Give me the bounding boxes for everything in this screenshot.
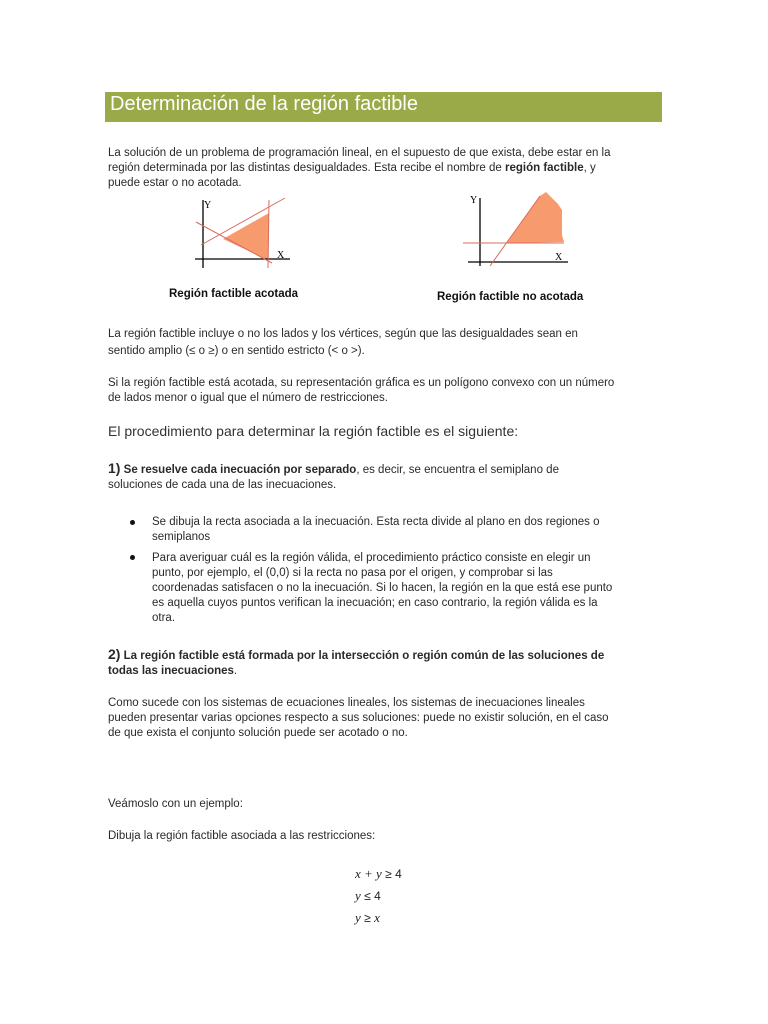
paragraph-line: de lados menor o igual que el número de restricciones. [108,392,388,404]
page-title: Determinación de la región factible [110,93,418,115]
intro-paragraph [108,146,668,191]
step-number: 2) [108,646,121,662]
step-2-bold: La región factible está formada por la intersección o región común de las soluciones de [120,650,605,662]
bullet-line: otra. [152,612,176,624]
paragraph-line: sentido amplio (≤ o ≥) o en sentido estricto (< o >). [108,345,365,357]
procedure-heading: El procedimiento para determinar la región factible es el siguiente: [108,423,519,439]
step-number: 1) [108,460,121,476]
step-1-bold: Se resuelve cada inecuación por separado [120,464,357,476]
step-1 [108,461,668,493]
example-task: Dibuja la región factible asociada a las restricciones: [108,830,376,842]
paragraph-line: Si la región factible está acotada, su representación gráfica es un polígono convexo con un número [108,377,615,389]
constraint: y ≤ 4 [355,888,381,903]
constraint: y ≥ x [355,910,380,925]
example-intro: Veámoslo con un ejemplo: [108,798,243,810]
intro-line-1: La solución de un problema de programación lineal, en el supuesto de que exista, debe estar en la [108,147,611,159]
bullet-item [152,551,672,626]
constraint: x + y ≥ 4 [355,866,402,881]
paragraph-bounded-polygon [108,376,668,406]
bullet-line: Se dibuja la recta asociada a la inecuación. Esta recta divide al plano en dos regiones o [152,516,600,528]
bounded-region-figure [190,192,300,274]
bullet-icon [130,555,135,560]
step-1-line-2: soluciones de cada una de las inecuaciones. [108,479,337,491]
bounded-region-caption: Región factible acotada [169,288,299,300]
step-1-line-1: 1) Se resuelve cada inecuación por separado, es decir, se encuentra el semiplano de [108,460,559,476]
bullet-item [152,515,672,545]
intro-line-3: puede estar o no acotada. [108,177,242,189]
bullet-line: punto, por ejemplo, el (0,0) si la recta no pasa por el origen, y comprobar si las [152,567,553,579]
bullet-line: semiplanos [152,531,211,543]
paragraph-line: de que exista el conjunto solución puede ser acotado o no. [108,727,408,739]
unbounded-region-figure [458,190,573,270]
constraint-list [355,863,402,929]
constraint-line [268,200,269,268]
y-axis-label: Y [470,195,478,206]
step-2-line-2: todas las inecuaciones. [108,665,238,677]
x-axis-label: X [555,252,563,263]
bullet-icon [130,520,135,525]
unbounded-region-fill [506,192,564,243]
step-2 [108,647,688,679]
paragraph-sides-vertices [108,326,668,360]
bullet-line: Para averiguar cuál es la región válida, el procedimiento práctico consiste en elegir un [152,552,591,564]
x-axis-label: X [277,250,285,261]
intro-line-2: región determinada por las distintas desigualdades. Esta recibe el nombre de región factible, y [108,162,596,174]
paragraph-systems [108,696,688,741]
bullet-line: coordenadas satisfacen o no la inecuación. Si lo hacen, la región en la que está ese punto [152,582,613,594]
step-2-line-1 [108,647,688,664]
y-axis-label: Y [204,200,212,211]
bullet-line: es aquella cuyos puntos verifican la inecuación; en caso contrario, la región válida es la [152,597,598,609]
term-region-factible: región factible [505,162,584,174]
title-bar [105,92,662,122]
paragraph-line: pueden presentar varias opciones respecto a sus soluciones: puede no existir solución, en el caso [108,712,609,724]
paragraph-line: Como sucede con los sistemas de ecuaciones lineales, los sistemas de inecuaciones lineales [108,697,585,709]
paragraph-line: La región factible incluye o no los lados y los vértices, según que las desigualdades sean en [108,328,578,340]
unbounded-region-caption: Región factible no acotada [437,291,584,303]
